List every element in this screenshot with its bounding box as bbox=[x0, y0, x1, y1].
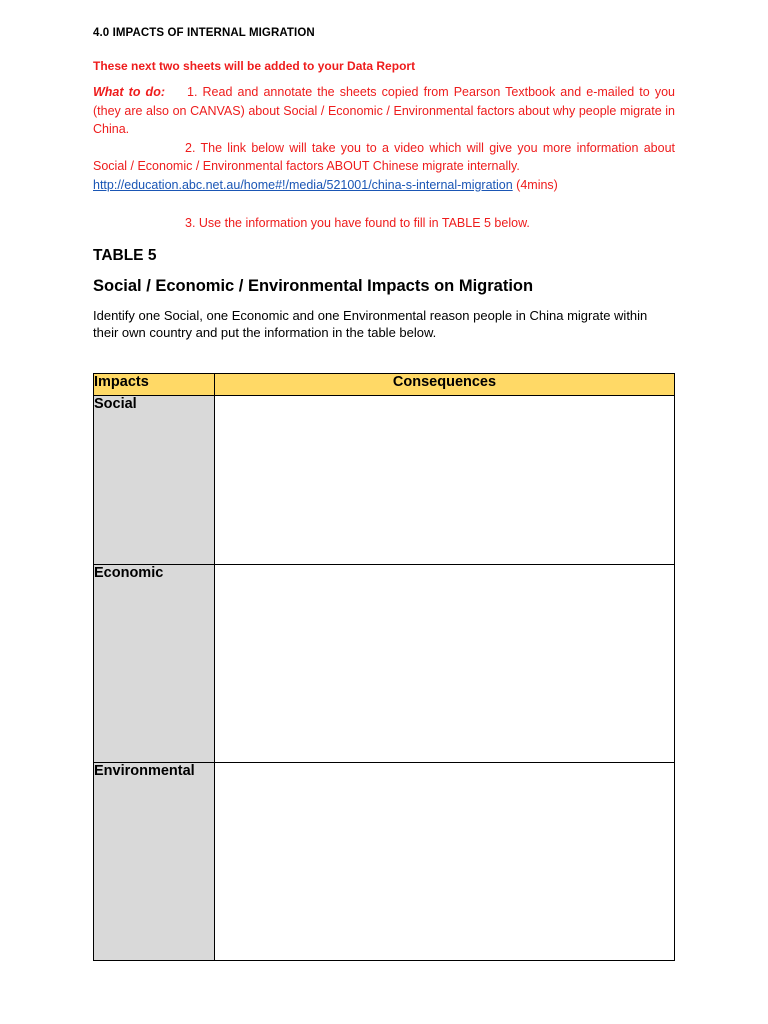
step-1: 1. Read and annotate the sheets copied from Pearson Textbook and e-mailed to you (they are also on CANVAS) about Social / Economic / Environmental factors about why people migrate in China. bbox=[93, 85, 675, 136]
video-link[interactable]: http://education.abc.net.au/home#!/media/521001/china-s-internal-migration bbox=[93, 177, 513, 192]
impact-economic: Economic bbox=[94, 565, 215, 763]
consequence-social-cell[interactable] bbox=[215, 396, 675, 565]
consequence-economic-cell[interactable] bbox=[215, 565, 675, 763]
header-consequences: Consequences bbox=[215, 374, 675, 396]
step-2: 2. The link below will take you to a video which will give you more information about Social / Economic / Environmental factors ABOUT Chinese migrate internally. bbox=[93, 140, 675, 173]
step-3: 3. Use the information you have found to fill in TABLE 5 below. bbox=[185, 216, 530, 230]
video-duration: (4mins) bbox=[512, 177, 558, 192]
consequence-environmental-cell[interactable] bbox=[215, 763, 675, 961]
table-intro: Identify one Social, one Economic and one Environmental reason people in China migrate within their own country and put the information in the table below. bbox=[93, 308, 648, 340]
table-row bbox=[94, 396, 675, 565]
table-row bbox=[94, 565, 675, 763]
report-notice: These next two sheets will be added to your Data Report bbox=[93, 59, 416, 73]
table-header-row bbox=[94, 374, 675, 396]
impact-environmental: Environmental bbox=[94, 763, 215, 961]
table-heading: TABLE 5 bbox=[93, 247, 157, 264]
table-title: Social / Economic / Environmental Impacts on Migration bbox=[93, 277, 534, 295]
header-impacts: Impacts bbox=[94, 374, 215, 396]
instructions-lead: What to do: bbox=[93, 85, 165, 99]
section-title: 4.0 IMPACTS OF INTERNAL MIGRATION bbox=[93, 27, 315, 39]
table-row bbox=[94, 763, 675, 961]
impacts-table bbox=[93, 373, 675, 961]
impact-social: Social bbox=[94, 396, 215, 565]
instructions bbox=[93, 83, 675, 194]
